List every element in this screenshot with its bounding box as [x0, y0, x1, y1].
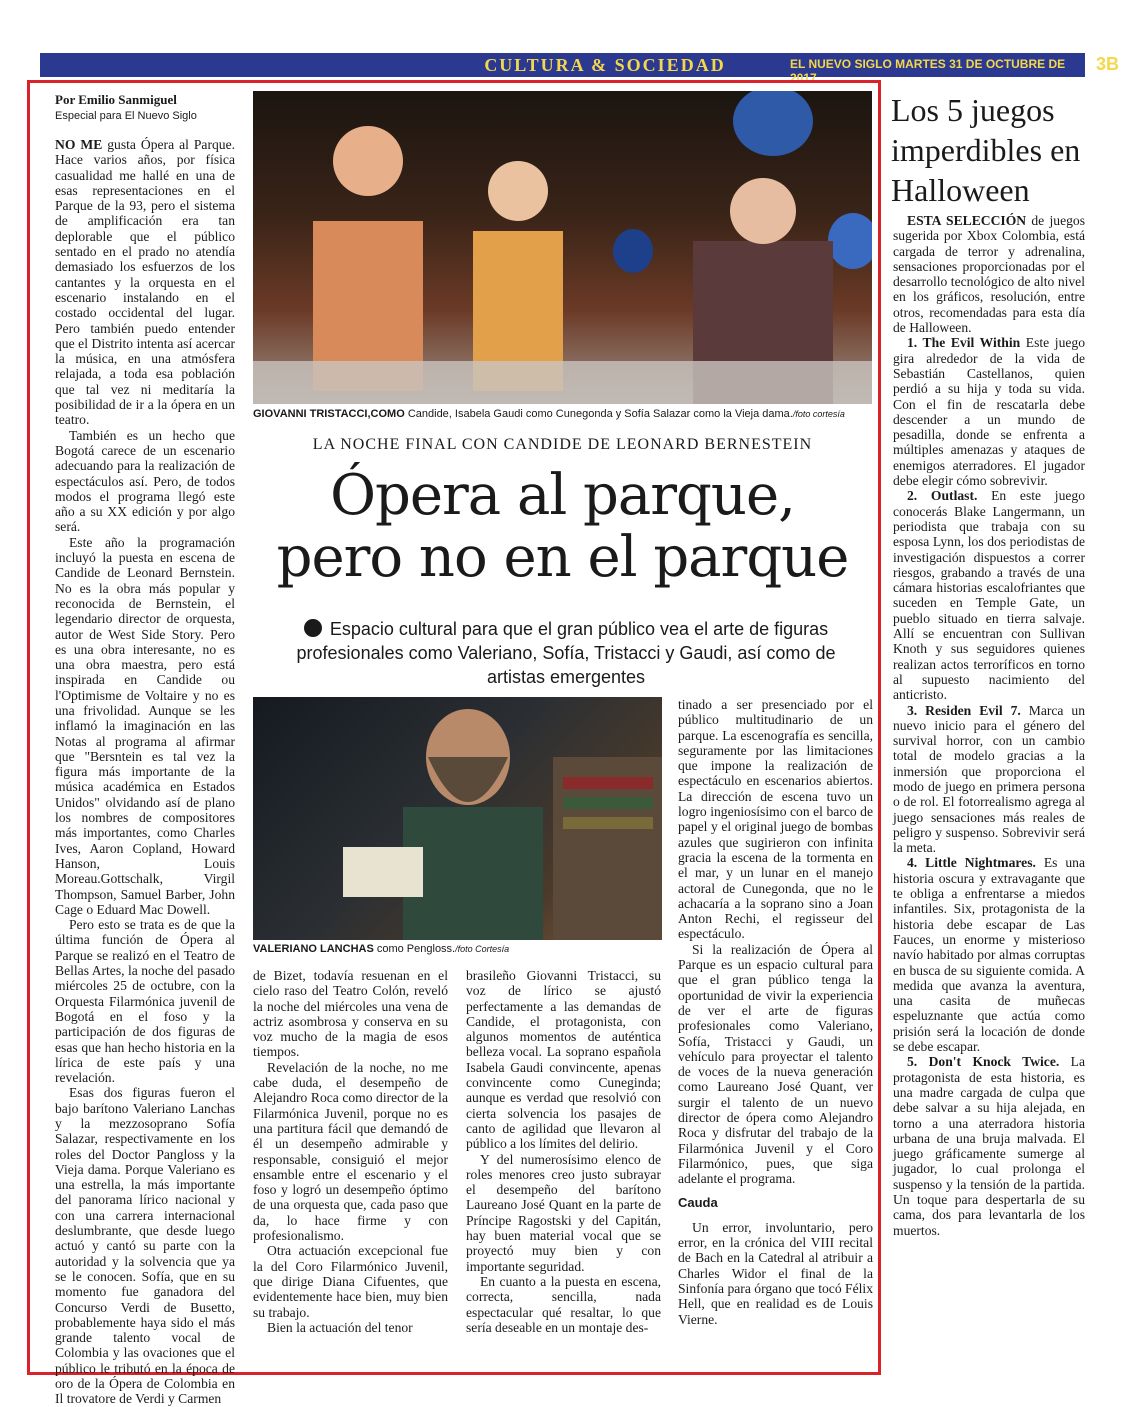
publication-date: EL NUEVO SIGLO MARTES 31 DE OCTUBRE DE 2017 — [790, 57, 1066, 85]
article-deck — [276, 617, 856, 689]
page-number: 3B — [1096, 54, 1120, 74]
paragraph: brasileño Giovanni Tristacci, su voz de lírico se ajustó perfectamente a las demandas de Candide, el protagonista, con algunos momentos de auténtica belleza vocal. La soprano española Isabela Gaudi convincente, apenas convincente como Cuneginda; aunque es verdad que resolvió con cierta solvencia los pasajes de canto de agilidad que llevaron al público a los límites del delirio. — [466, 968, 661, 1152]
paragraph-text: gusta Ópera al Parque. Hace varios años, por física casualidad me hallé en una de esas representaciones en el Parque de la 93, pero el sistema de amplificación era tan deplorable que el público sentado en el prado no atendía demasiado los esfuerzos de los cantantes y la orquesta en el escenario instalando en el costado occidental del lugar. Pero también puedo entender que el Distrito intenta así acercar la música, en una atmósfera relajada, a toda esa población que tal vez ni meditaría la posibilidad de ir a la ópera en un teatro. — [55, 137, 236, 428]
photo2-caption — [253, 943, 662, 955]
paragraph: Otra actuación excepcional fue la del Coro Filarmónico Juvenil, que dirige Diana Cifuentes, que evidentemente hace bien, muy bien su trabajo. — [253, 1243, 448, 1320]
caption-name: GIOVANNI TRISTACCI,COMO — [253, 408, 405, 420]
paragraph — [893, 213, 1085, 335]
item-text: La protagonista de esta historia, es una madre cargada de culpa que debe salvar a su hija alejada, en torno a una aterradora historia urbana de una bruja malvada. El juego gráficamente sumerge al jugador, lo cual prolonga el suspenso y la tensión de la partida. Un toque para despertarla de su cama, dos para levantarla de los muertos. — [893, 1054, 1085, 1238]
headline-line-1: Ópera al parque, — [330, 463, 795, 528]
author-name: Por Emilio Sanmiguel — [55, 92, 177, 107]
photo-credit: /foto cortesía — [792, 409, 845, 419]
paragraph: Esas dos figuras fueron el bajo barítono Valeriano Lanchas y la mezzosoprano Sofía Salazar, respectivamente en los roles del Doctor Pangloss y la Vieja dama. Porque Valeriano es una estrella, la más importante del panorama lírico nacional y con una carrera internacional deslumbrante, que desde luego actuó y cantó su parte con la autoridad y la solvencia que ya se le conocen. Sofía, que en su momento fue ganadora del Concurso Verdi de Busetto, probablemente haya sido el más grande talento vocal de Colombia y las ovaciones que el público le tributó en la época de oro de la Ópera de Colombia en Il trovatore de Verdi y Carmen — [55, 1085, 235, 1407]
list-item — [893, 855, 1085, 1054]
caption-text: como Pengloss. — [373, 943, 456, 955]
paragraph: Revelación de la noche, no me cabe duda, el desempeño de Alejandro Roca como director de la Filarmónica Juvenil, porque no es una partitura fácil que demandó de él un desempeño admirable y responsable, consiguió el mejor ensamble entre el escenario y el foso y logró un desempeño óptimo de una orquesta que, cada paso que da, lo hace firme y con profesionalismo. — [253, 1059, 448, 1244]
sidebar-title: Los 5 juegos imperdibles en Halloween — [891, 92, 1081, 208]
item-title: 4. Little Nightmares. — [907, 855, 1036, 871]
sidebar-article — [893, 213, 1085, 1238]
paragraph: Si la realización de Ópera al Parque es un espacio cultural para que el gran público tenga la oportunidad de vivir la experiencia de ver el arte de figuras profesionales como Valeriano, Sofía, Tristacci y Gaudi, un vehículo para proyectar el talento de voces de la nueva generación como Laureano José Quant, ver surgir el talento de un nuevo director de ópera como Alejandro Roca y disfrutar del trabajo de la Filarmónica Juvenil y el Coro Filarmónico, pues, que siga adelante el programa. — [678, 941, 873, 1187]
paragraph: En cuanto a la puesta en escena, correcta, sencilla, nada espectacular qué resaltar, lo que sería deseable en un montaje des- — [466, 1273, 661, 1335]
list-item — [893, 1054, 1085, 1238]
item-text: Es una historia oscura y extravagante que te obliga a enfrentarse a miedos infantiles. Six, protagonista de la historia debe escapar de Las Fauces, un enorme y misterioso navío habitado por almas corruptas en busca de su siguiente comida. A medida que avanza la aventura, una casita de muñecas espeluznante que actúa como prisión será la locación de donde se debe escapar. — [893, 855, 1085, 1055]
deck-text: Espacio cultural para que el gran público vea el arte de figuras profesionales como Valeriano, Sofía, Tristacci y Gaudi, así como de artistas emergentes — [296, 619, 836, 687]
section-title: CULTURA & SOCIEDAD — [484, 55, 726, 75]
photo1-caption — [253, 408, 872, 420]
article-headline — [253, 465, 872, 589]
valeriano-lanchas-photo — [253, 697, 662, 940]
paragraph-text: de juegos sugerida por Xbox Colombia, está cargada de terror y adrenalina, sensaciones proporcionadas por el desarrollo tecnológico de alto nivel en los gráficos, resolución, entre otros, recomendadas para esta día de Halloween. — [893, 213, 1085, 336]
paragraph: También es un hecho que Bogotá carece de un escenario adecuando para la realización de espectáculos así. Pero, de todos modos el programa llegó este año a su XX edición y por algo será. — [55, 427, 235, 535]
item-text: Marca un nuevo inicio para el género del survival horror, con un cambio total de modelo gracias a la inmersión que proporciona el modo de juego en primera persona o de rol. El fotorrealismo agrega al juego sensaciones más reales de peligro y suspenso. Sobrevivir será la meta. — [893, 702, 1085, 856]
list-item — [893, 703, 1085, 856]
item-title: 3. Residen Evil 7. — [907, 702, 1021, 718]
photo-credit: /foto Cortesía — [455, 944, 510, 954]
article-column-1 — [55, 137, 235, 1407]
performer-illustration — [253, 697, 662, 940]
paragraph: Un error, involuntario, pero error, en la crónica del VIII recital de Bach en la Catedral al atribuir a Charles Widor el final de la Sinfonía para órgano que tocó Félix Hell, que en realidad es de Louis Vierne. — [678, 1219, 873, 1327]
paragraph: tinado a ser presenciado por el público multitudinario de un parque. La escenografía es sencilla, seguramente por las limitaciones que impone la realización de espectáculo en escenarios abiertos. La dirección de escena tuvo un logro ingeniosísimo con el barco de papel y el original juego de bombas azules que sugirieron con infinita gracia la escena de la tormenta en el mar, y un lunar en el manejo actoral de Cunegonda, que no le achacaría a la soprano sino a Joan Anton Rechi, el regisseur del espectáculo. — [678, 697, 873, 942]
item-title: 5. Don't Knock Twice. — [907, 1054, 1060, 1070]
item-title: 2. Outlast. — [907, 488, 978, 504]
article-column-4 — [678, 697, 873, 1327]
byline — [55, 92, 197, 122]
caption-name: VALERIANO LANCHAS — [253, 943, 374, 955]
item-text: En este juego conocerás Blake Langermann, un periodista que trabaja con su esposa Lynn, los dos periodistas de investigación dispuestos a correr riesgos, grabando a través de una cámara historias escalofriantes que suceden en Temple Gate, un pueblo situado en tierra salvaje. Allí se encuentran con Sullivan Knoth y sus seguidores quienes realizan actos terroríficos en torno al supuesto nacimiento del anticristo. — [893, 488, 1085, 703]
caption-text: Candide, Isabela Gaudi como Cunegonda y Sofía Salazar como la Vieja dama. — [404, 408, 793, 420]
article-column-2 — [253, 968, 448, 1335]
list-item — [893, 335, 1085, 488]
lead-in: NO ME — [55, 137, 103, 152]
item-title: 1. The Evil Within — [907, 335, 1021, 351]
list-item — [893, 488, 1085, 702]
item-text: Este juego gira alrededor de la vida de Sebastián Castellanos, quien perdió a su hija y toda su vida. Con el fin de rescatarla debe descender a un mundo de pesadilla, donde se enfrenta a múltiples amenazas y ataques de enemigos aterradores. El jugador debe elegir cómo sobrevivir. — [893, 335, 1085, 489]
headline-line-2: pero no en el parque — [276, 525, 849, 590]
paragraph: de Bizet, todavía resuenan en el cielo raso del Teatro Colón, reveló la noche del miércoles una vena de actriz asombrosa y conserva en su voz mucho de la magia de esos tiempos. — [253, 968, 448, 1060]
bullet-icon — [304, 619, 322, 637]
paragraph: Este año la programación incluyó la puesta en escena de Candide de Leonard Bernstein. No es la obra más popular y reconocida de Bernstein, el legendario director de orquesta, autor de West Side Story. Pero es una obra interesante, no es una obra maestra, pero está inspirada en Candide ou l'Optimisme de Voltaire y no es una frivolidad. Aunque se les inflamó la imaginación en las Notas al programa al afirmar que "Bersntein es tal vez la figura más importante de la música académica en Estados Unidos" olvidando así de plano los nombres de compositores más importantes, como Charles Ives, Aaron Copland, Howard Hanson, Louis Moreau.Gottschalk, Virgil Thompson, Samuel Barber, John Cage o Eduard Mac Dowell. — [55, 534, 235, 917]
article-kicker: LA NOCHE FINAL CON CANDIDE DE LEONARD BERNESTEIN — [312, 436, 813, 453]
page-header-bar — [40, 53, 1120, 85]
author-role: Especial para El Nuevo Siglo — [55, 110, 197, 122]
subheading: Cauda — [678, 1194, 718, 1210]
paragraph: Bien la actuación del tenor — [267, 1319, 413, 1335]
paragraph: Pero esto se trata es de que la última función de Ópera al Parque se realizó en el Teatro de Bellas Artes, la noche del pasado miércoles 25 de octubre, con la Orquesta Filarmónica juvenil de Bogotá en el foso y la participación de dos figuras de esas que han hecho historia en la lírica de este país y una revelación. — [55, 917, 235, 1086]
lead-in: ESTA SELECCIÓN — [907, 213, 1027, 228]
stage-illustration — [253, 91, 872, 404]
paragraph: Y del numerosísimo elenco de roles menores creo justo subrayar el desempeño del barítono Laureano José Quant en la parte de Príncipe Ragostski y del Capitán, hay buen material vocal que se proyectó muy bien y con importante seguridad. — [466, 1151, 661, 1274]
opera-cast-photo — [253, 91, 872, 404]
article-column-3 — [466, 968, 661, 1335]
paragraph — [55, 137, 235, 428]
